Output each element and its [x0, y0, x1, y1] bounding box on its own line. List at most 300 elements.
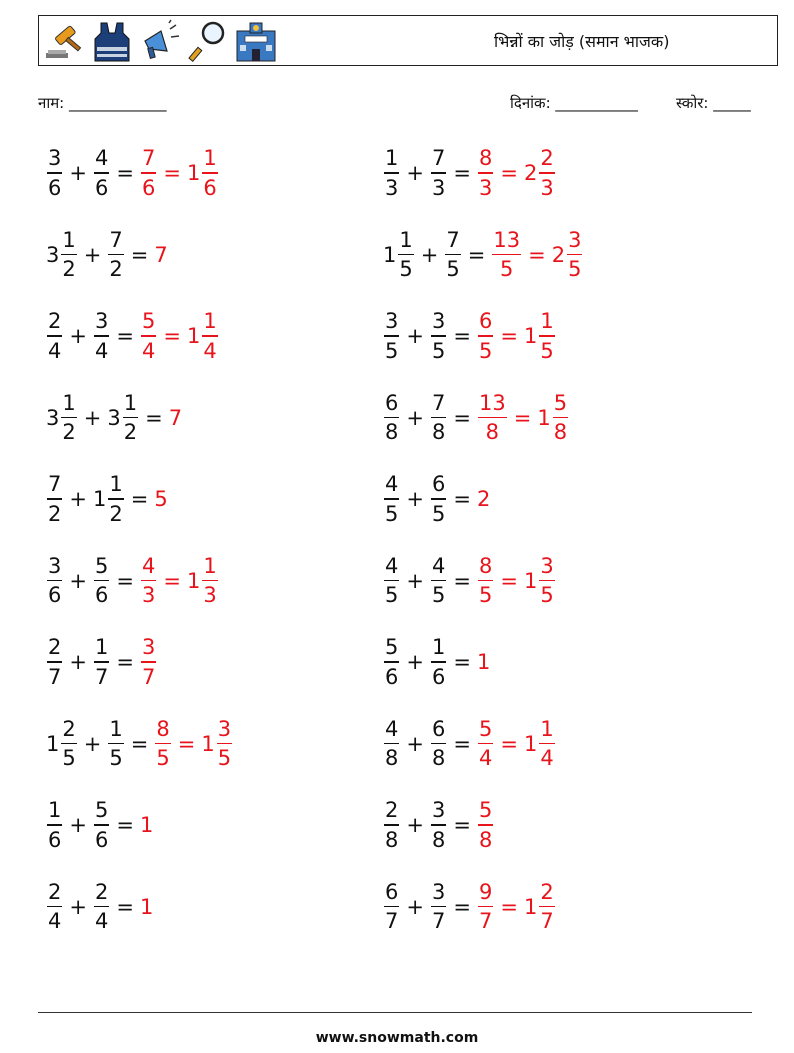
fraction-a-numerator: 1 — [62, 227, 76, 252]
fraction-b-denominator: 7 — [431, 909, 446, 934]
answer-fraction-bar — [478, 335, 493, 337]
fraction-b-denominator: 6 — [431, 664, 446, 689]
answer-fraction-numerator: 5 — [478, 716, 493, 741]
fraction-b — [445, 228, 460, 282]
fraction-a-group — [46, 472, 63, 526]
answer-mixed-bar — [567, 254, 582, 256]
fraction-b-group — [430, 880, 447, 934]
answer-fraction-bar — [141, 580, 156, 582]
answer-fraction — [155, 717, 170, 771]
fraction-a-group — [383, 717, 400, 771]
answer-fraction — [141, 146, 156, 200]
fraction-a-numerator: 1 — [385, 146, 399, 171]
fraction-a-group — [383, 309, 400, 363]
fraction-b-denominator: 5 — [431, 338, 446, 363]
fraction-b-group — [430, 635, 447, 689]
answer-mixed-group — [201, 717, 233, 771]
fraction-b-bar — [94, 172, 109, 174]
problem-item — [383, 545, 556, 617]
answer-fraction-denominator: 5 — [156, 746, 170, 771]
fraction-a-denominator: 5 — [385, 501, 399, 526]
answer-fraction-group — [140, 554, 157, 608]
fraction-b-group — [430, 554, 447, 608]
answer-mixed-group — [187, 309, 219, 363]
answer-fraction — [492, 228, 521, 282]
fraction-b-bar — [431, 335, 446, 337]
plus-sign: + — [406, 487, 424, 511]
fraction-b-group — [430, 717, 447, 771]
answer-mixed — [539, 554, 554, 608]
fraction-b-bar — [108, 743, 123, 745]
answer-fraction-bar — [141, 172, 156, 174]
plus-sign: + — [406, 324, 424, 348]
fraction-a-bar — [384, 743, 399, 745]
fraction-b-group — [93, 309, 110, 363]
answer-mixed-bar — [539, 743, 554, 745]
fraction-a-whole: 3 — [46, 242, 60, 267]
answer-fraction-numerator: 7 — [141, 146, 156, 171]
fraction-a-numerator: 4 — [385, 553, 399, 578]
fraction-b-numerator: 5 — [94, 553, 109, 578]
answer-fraction-denominator: 5 — [478, 583, 493, 608]
equals-sign: = — [116, 324, 134, 348]
answer-mixed-group — [524, 309, 556, 363]
plus-sign: + — [83, 242, 102, 267]
plus-sign: + — [69, 324, 87, 348]
fraction-b-denominator: 8 — [431, 827, 446, 852]
answer-fraction-bar — [478, 824, 493, 826]
fraction-a-denominator: 6 — [48, 583, 62, 608]
fraction-b-bar — [431, 661, 446, 663]
answer-fraction-group — [477, 554, 494, 608]
answer-fraction-denominator: 5 — [478, 338, 493, 363]
answer-fraction-group — [140, 635, 157, 689]
answer-fraction-denominator: 8 — [478, 827, 493, 852]
plus-sign: + — [406, 650, 424, 674]
fraction-a-group — [46, 309, 63, 363]
answer-fraction-denominator: 4 — [141, 338, 156, 363]
equals-sign: = — [500, 324, 518, 348]
fraction-b — [431, 146, 446, 200]
fraction-b-group — [430, 472, 447, 526]
answer-fraction-numerator: 13 — [478, 390, 506, 415]
problem-item — [383, 871, 556, 943]
answer-mixed — [539, 880, 554, 934]
fraction-b — [94, 798, 109, 852]
fraction-a-group — [383, 880, 400, 934]
fraction-a-denominator: 7 — [48, 664, 62, 689]
fraction-b-group — [93, 880, 110, 934]
answer-mixed-denominator: 8 — [553, 420, 568, 445]
fraction-a — [384, 635, 399, 689]
fraction-a-bar — [384, 824, 399, 826]
fraction-b-bar — [94, 824, 109, 826]
plus-sign: + — [406, 813, 424, 837]
fraction-a — [384, 554, 399, 608]
fraction-a-denominator: 2 — [62, 420, 76, 445]
equals-sign: = — [500, 161, 518, 185]
answer-mixed-denominator: 5 — [217, 746, 232, 771]
header-icons — [43, 19, 277, 63]
answer-mixed-numerator: 2 — [540, 879, 554, 904]
fraction-b-group — [93, 554, 110, 608]
answer-whole: 1 — [139, 894, 154, 919]
answer-fraction-group — [154, 717, 171, 771]
fraction-a-bar — [384, 335, 399, 337]
equals-sign: = — [177, 731, 196, 756]
fraction-b-denominator: 7 — [94, 664, 109, 689]
fraction-a-denominator: 6 — [385, 664, 399, 689]
fraction-b — [431, 880, 446, 934]
fraction-a-bar — [384, 498, 399, 500]
answer-fraction-numerator: 6 — [478, 309, 493, 334]
answer-fraction-bar — [478, 417, 507, 419]
fraction-a-bar — [398, 254, 413, 256]
problem-item — [383, 219, 583, 291]
problem-item — [46, 382, 182, 454]
answer-fraction-denominator: 8 — [485, 420, 500, 445]
answer-mixed-denominator: 3 — [540, 175, 554, 200]
fraction-b — [431, 798, 446, 852]
fraction-b-numerator: 1 — [123, 390, 138, 415]
fraction-a-group — [46, 717, 78, 771]
answer-mixed-bar — [202, 172, 217, 174]
equals-sign: = — [453, 568, 471, 593]
equals-sign: = — [130, 487, 149, 511]
fraction-b-group — [430, 309, 447, 363]
equals-sign: = — [145, 405, 163, 430]
plus-sign: + — [406, 894, 424, 919]
answer-mixed-group — [524, 880, 556, 934]
fraction-a-numerator: 4 — [385, 716, 399, 741]
fraction-a — [47, 146, 62, 200]
fraction-b — [94, 309, 109, 363]
answer-mixed-numerator: 2 — [540, 146, 554, 171]
plus-sign: + — [406, 405, 424, 430]
plus-sign: + — [406, 161, 424, 185]
fraction-b-bar — [108, 498, 123, 500]
fraction-a-bar — [47, 824, 62, 826]
answer-fraction — [141, 309, 156, 363]
fraction-b-denominator: 5 — [446, 257, 460, 282]
fraction-b-denominator: 8 — [431, 746, 446, 771]
answer-whole: 7 — [168, 405, 183, 430]
fraction-b — [123, 391, 138, 445]
problem-item — [383, 382, 569, 454]
fraction-a-denominator: 3 — [385, 175, 399, 200]
fraction-b-bar — [94, 661, 109, 663]
problem-item — [383, 300, 556, 372]
fraction-a-bar — [384, 172, 399, 174]
answer-mixed-numerator: 3 — [540, 553, 554, 578]
fraction-b-bar — [431, 417, 446, 419]
fraction-b-denominator: 6 — [94, 583, 109, 608]
equals-sign: = — [116, 650, 134, 674]
plus-sign: + — [69, 894, 87, 919]
equals-sign: = — [453, 405, 471, 430]
equals-sign: = — [453, 324, 471, 348]
answer-fraction-denominator: 5 — [500, 257, 514, 282]
answer-fraction-denominator: 7 — [141, 664, 156, 689]
fraction-a — [398, 228, 413, 282]
answer-fraction-denominator: 7 — [478, 909, 493, 934]
fraction-a — [384, 309, 399, 363]
fraction-a-bar — [384, 580, 399, 582]
plus-sign: + — [83, 405, 102, 430]
answer-mixed-group — [524, 717, 556, 771]
fraction-a-denominator: 5 — [385, 583, 399, 608]
plus-sign: + — [406, 568, 424, 593]
answer-mixed-whole: 1 — [537, 405, 551, 430]
fraction-a-bar — [47, 906, 62, 908]
problem-item — [383, 789, 494, 861]
answer-mixed-bar — [539, 335, 554, 337]
answer-mixed-numerator: 1 — [540, 309, 554, 334]
fraction-a-denominator: 7 — [385, 909, 399, 934]
answer-whole: 7 — [154, 242, 168, 267]
fraction-b-bar — [431, 743, 446, 745]
answer-fraction-group — [477, 391, 508, 445]
answer-fraction-bar — [492, 254, 521, 256]
fraction-b-group — [93, 798, 110, 852]
police-vest-icon — [91, 19, 133, 63]
equals-sign: = — [467, 242, 486, 267]
fraction-b — [94, 554, 109, 608]
answer-fraction-group — [477, 717, 494, 771]
fraction-b-group — [430, 798, 447, 852]
answer-fraction — [478, 717, 493, 771]
fraction-b — [94, 635, 109, 689]
fraction-b-bar — [431, 498, 446, 500]
answer-mixed-numerator: 1 — [203, 309, 217, 334]
answer-mixed-whole: 1 — [186, 324, 201, 348]
problem-item — [46, 545, 219, 617]
fraction-b-numerator: 1 — [431, 635, 446, 660]
answer-mixed-group — [187, 146, 219, 200]
answer-mixed-whole: 1 — [523, 568, 538, 593]
fraction-a-group — [383, 146, 400, 200]
fraction-a-group — [383, 554, 400, 608]
footer-url: www.snowmath.com — [315, 1030, 479, 1046]
answer-fraction-numerator: 4 — [141, 553, 156, 578]
fraction-b-whole: 3 — [107, 405, 121, 430]
answer-mixed-denominator: 4 — [203, 338, 217, 363]
fraction-a-numerator: 6 — [385, 879, 399, 904]
answer-mixed — [539, 146, 554, 200]
equals-sign: = — [130, 731, 149, 756]
answer-fraction-numerator: 13 — [493, 227, 521, 252]
problem-item — [383, 463, 490, 535]
equals-sign: = — [453, 813, 471, 837]
answer-mixed — [202, 146, 217, 200]
answer-mixed-bar — [217, 743, 232, 745]
fraction-b-denominator: 4 — [94, 338, 109, 363]
answer-mixed-bar — [202, 580, 217, 582]
equals-sign: = — [163, 161, 181, 185]
fraction-a-numerator: 3 — [48, 146, 62, 171]
answer-mixed-numerator: 3 — [568, 227, 582, 252]
fraction-b-denominator: 2 — [109, 257, 123, 282]
answer-whole: 2 — [476, 487, 491, 511]
answer-fraction — [478, 391, 507, 445]
fraction-b-group — [93, 472, 125, 526]
fraction-b — [431, 635, 446, 689]
fraction-a-numerator: 1 — [48, 798, 62, 823]
answer-mixed — [202, 554, 217, 608]
equals-sign: = — [500, 568, 518, 593]
answer-mixed — [539, 309, 554, 363]
fraction-b-group — [430, 391, 447, 445]
fraction-b-denominator: 5 — [431, 583, 446, 608]
fraction-a-denominator: 5 — [385, 338, 399, 363]
fraction-b-denominator: 5 — [109, 746, 123, 771]
fraction-b-denominator: 6 — [94, 827, 109, 852]
answer-mixed-group — [524, 146, 556, 200]
fraction-b — [108, 717, 123, 771]
answer-fraction-bar — [478, 743, 493, 745]
fraction-b-numerator: 1 — [94, 635, 109, 660]
fraction-a — [61, 717, 76, 771]
answer-mixed-bar — [539, 906, 554, 908]
problem-item — [383, 708, 556, 780]
fraction-a-group — [46, 391, 78, 445]
fraction-a-denominator: 4 — [48, 338, 62, 363]
fraction-b-bar — [94, 335, 109, 337]
answer-whole: 5 — [154, 487, 168, 511]
worksheet-title: भिन्नों का जोड़ (समान भाजक) — [494, 32, 670, 51]
answer-fraction — [478, 880, 493, 934]
answer-mixed-whole: 1 — [523, 324, 538, 348]
fraction-b — [94, 146, 109, 200]
fraction-a — [47, 554, 62, 608]
fraction-b-group — [93, 146, 110, 200]
fraction-a — [384, 146, 399, 200]
equals-sign: = — [513, 405, 532, 430]
fraction-b — [108, 472, 123, 526]
fraction-b-denominator: 5 — [431, 501, 446, 526]
answer-fraction-bar — [478, 172, 493, 174]
fraction-a-group — [46, 798, 63, 852]
equals-sign: = — [453, 487, 471, 511]
fraction-a-numerator: 2 — [385, 798, 399, 823]
fraction-b-numerator: 3 — [431, 309, 446, 334]
answer-fraction-group — [477, 880, 494, 934]
answer-fraction-bar — [478, 906, 493, 908]
answer-mixed — [567, 228, 582, 282]
fraction-b-numerator: 3 — [431, 879, 446, 904]
answer-fraction-numerator: 8 — [156, 716, 170, 741]
problem-item — [46, 463, 168, 535]
answer-fraction-bar — [155, 743, 170, 745]
equals-sign: = — [453, 731, 471, 756]
fraction-a-numerator: 6 — [385, 390, 399, 415]
answer-mixed-bar — [539, 172, 554, 174]
answer-fraction-numerator: 9 — [478, 879, 493, 904]
fraction-a-numerator: 3 — [48, 553, 62, 578]
fraction-a-group — [46, 146, 63, 200]
answer-fraction-group — [491, 228, 522, 282]
problem-item — [46, 137, 219, 209]
fraction-a-bar — [47, 498, 62, 500]
equals-sign: = — [130, 242, 149, 267]
fraction-a-denominator: 6 — [48, 175, 62, 200]
fraction-b-group — [444, 228, 461, 282]
fraction-a-group — [383, 635, 400, 689]
fraction-b-group — [430, 146, 447, 200]
fraction-a-denominator: 6 — [48, 827, 62, 852]
plus-sign: + — [420, 242, 439, 267]
answer-mixed-whole: 1 — [523, 731, 538, 756]
equals-sign: = — [116, 894, 134, 919]
fraction-a-numerator: 2 — [48, 879, 62, 904]
answer-fraction — [478, 554, 493, 608]
plus-sign: + — [69, 161, 87, 185]
answer-mixed-whole: 2 — [551, 242, 566, 267]
answer-fraction — [478, 798, 493, 852]
fraction-a-bar — [61, 417, 76, 419]
answer-fraction-group — [477, 309, 494, 363]
worksheet-header — [38, 15, 778, 66]
answer-mixed-whole: 1 — [186, 568, 201, 593]
answer-mixed-numerator: 1 — [540, 716, 554, 741]
equals-sign: = — [453, 894, 471, 919]
answer-fraction — [141, 554, 156, 608]
fraction-b-group — [107, 391, 139, 445]
fraction-a-numerator: 2 — [62, 716, 76, 741]
fraction-b-bar — [431, 580, 446, 582]
equals-sign: = — [163, 568, 181, 593]
answer-mixed — [217, 717, 232, 771]
equals-sign: = — [453, 650, 471, 674]
fraction-b-group — [93, 635, 110, 689]
answer-mixed-denominator: 5 — [568, 257, 582, 282]
name-field: नाम: _____________ — [38, 94, 167, 112]
answer-mixed-denominator: 5 — [540, 583, 554, 608]
fraction-b-numerator: 3 — [94, 309, 109, 334]
answer-mixed-group — [552, 228, 584, 282]
answer-fraction-group — [140, 309, 157, 363]
problem-item — [383, 137, 556, 209]
answer-fraction-numerator: 5 — [478, 798, 493, 823]
fraction-b-denominator: 2 — [123, 420, 138, 445]
fraction-b — [431, 472, 446, 526]
fraction-b-bar — [431, 824, 446, 826]
fraction-a-numerator: 7 — [48, 472, 62, 497]
fraction-a-whole: 1 — [383, 242, 397, 267]
fraction-a — [384, 798, 399, 852]
fraction-b-bar — [108, 254, 123, 256]
answer-mixed-whole: 1 — [201, 731, 215, 756]
fraction-a-denominator: 2 — [48, 501, 62, 526]
fraction-a-denominator: 8 — [385, 746, 399, 771]
fraction-a — [384, 391, 399, 445]
answer-mixed-denominator: 4 — [540, 746, 554, 771]
answer-mixed-group — [524, 554, 556, 608]
fraction-b-bar — [445, 254, 460, 256]
fraction-a-group — [383, 472, 400, 526]
fraction-a-group — [46, 635, 63, 689]
fraction-a-bar — [47, 661, 62, 663]
plus-sign: + — [69, 650, 87, 674]
fraction-a-group — [383, 391, 400, 445]
answer-whole: 1 — [139, 813, 154, 837]
answer-fraction-group — [477, 798, 494, 852]
plus-sign: + — [69, 487, 87, 511]
answer-fraction-numerator: 5 — [141, 309, 156, 334]
fraction-b — [94, 880, 109, 934]
fraction-a-group — [46, 880, 63, 934]
fraction-a-bar — [61, 254, 76, 256]
